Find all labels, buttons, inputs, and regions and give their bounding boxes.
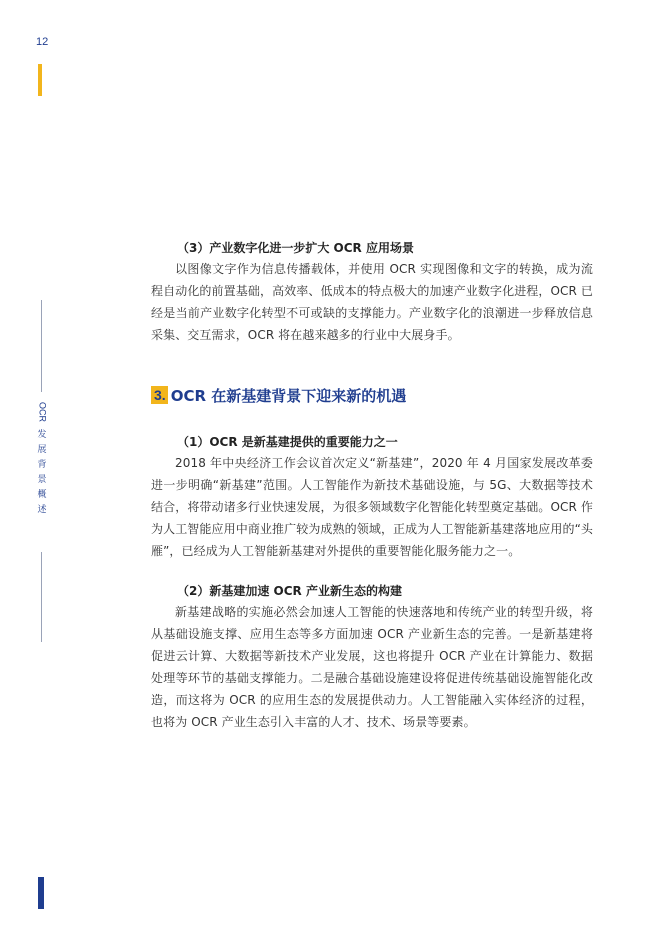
top-accent-bar [38,64,42,96]
block-ocr-ecosystem [151,581,593,733]
side-label-char: 展 [37,445,47,455]
side-label-ocr: OCR [37,402,48,422]
side-label-char: 述 [37,505,47,515]
paragraph: 2018 年中央经济工作会议首次定义“新基建”，2020 年 4 月国家发展改革委进一步明确“新基建”范围。人工智能作为新技术基础设施，与 5G、大数据等技术结合，将带动诸多行业快速发展，为很多领域数字化智能化转型奠定基础。OCR 作为人工智能应用中商业推广较为成熟的领域，正成为人工智能新基建落地应用的“头雁”，已经成为人工智能新基建对外提供的重要智能化服务能力之一。 [151,456,593,558]
section-heading [151,384,406,406]
side-label-char: 背 [37,460,47,470]
side-label-char: 发 [37,430,47,440]
side-divider-bottom [41,552,42,642]
side-divider-top [41,300,42,392]
block-industry-digitalization [151,238,593,346]
bottom-accent-bar [38,877,44,909]
subheading: （1）OCR 是新基建提供的重要能力之一 [177,435,398,449]
section-number: 3. [151,386,168,404]
section-title: OCR 在新基建背景下迎来新的机遇 [170,386,407,405]
side-label-char: 景 [37,475,47,485]
subheading: （2）新基建加速 OCR 产业新生态的构建 [177,584,402,598]
page-number: 12 [36,36,49,48]
side-section-label [33,402,51,518]
paragraph: 新基建战略的实施必然会加速人工智能的快速落地和传统产业的转型升级，将从基础设施支撑、应用生态等多方面加速 OCR 产业新生态的完善。一是新基建将促进云计算、大数据等新技术产业发展，这也将提升 OCR 产业在计算能力、数据处理等环节的基础支撑能力。二是融合基础设施建设将促进传统基础设施智能化改造，而这将为 OCR 的应用生态的发展提供动力。人工智能融入实体经济的过程，也将为 OCR 产业生态引入丰富的人才、技术、场景等要素。 [151,605,593,729]
block-new-infrastructure-capability [151,432,593,562]
side-label-char: 概 [37,490,47,500]
subheading: （3）产业数字化进一步扩大 OCR 应用场景 [177,241,414,255]
paragraph: 以图像文字作为信息传播载体，并使用 OCR 实现图像和文字的转换，成为流程自动化的前置基础，高效率、低成本的特点极大的加速产业数字化进程，OCR 已经是当前产业数字化转型不可或缺的支撑能力。产业数字化的浪潮进一步释放信息采集、交互需求，OCR 将在越来越多的行业中大展身手。 [151,262,593,342]
